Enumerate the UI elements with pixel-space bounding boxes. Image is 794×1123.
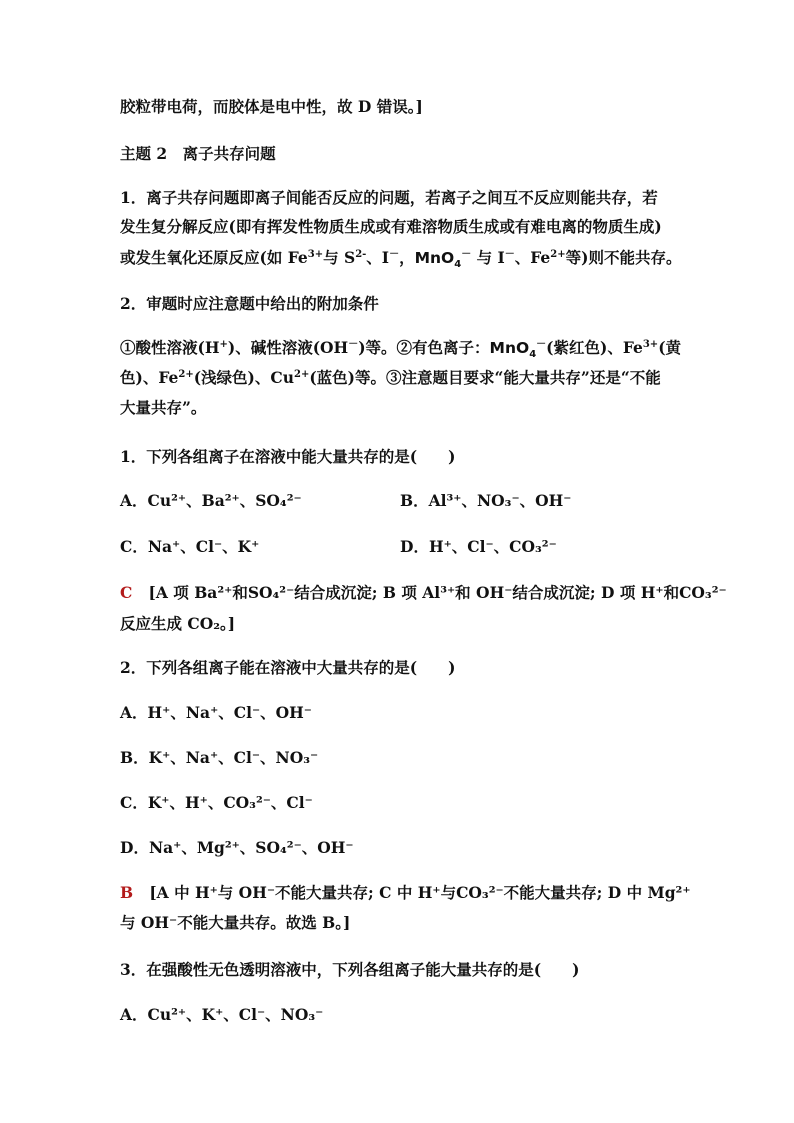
note1-line2: 发生复分解反应(即有挥发性物质生成或有难溶物质生成或有难电离的物质生成): [120, 217, 662, 236]
q1-answer: C: [120, 583, 133, 602]
q2-option-c: C．K⁺、H⁺、CO₃²⁻、Cl⁻: [120, 793, 313, 812]
note1-line1: 1．离子共存问题即离子间能否反应的问题，若离子之间互不反应则能共存，若: [120, 188, 658, 207]
q1-option-a: A．Cu²⁺、Ba²⁺、SO₄²⁻: [120, 491, 302, 510]
permanganate-ion: MnO$_4$－: [414, 248, 472, 271]
q1-explanation-line2: 反应生成 CO₂。]: [120, 614, 236, 633]
note2-line3: 大量共存”。: [120, 398, 207, 417]
q2-option-a: A．H⁺、Na⁺、Cl⁻、OH⁻: [120, 703, 312, 722]
note1-line3: 或发生氧化还原反应(如 $Fe^{3+}$与 $S^{2-}$、I－，MnO$_4$－ 与 I－、$Fe^{2+}$等)则不能共存。: [120, 248, 682, 271]
topic-heading: 主题 2 离子共存问题: [120, 144, 276, 163]
q2-answer: B: [120, 883, 134, 902]
q2-option-d: D．Na⁺、Mg²⁺、SO₄²⁻、OH⁻: [120, 838, 354, 857]
q2-explanation-line1: B [A 中 H⁺与 OH⁻不能大量共存; C 中 H⁺与CO₃²⁻不能大量共存; D 中 Mg²⁺: [120, 883, 691, 902]
q1-option-b: B．Al³⁺、NO₃⁻、OH⁻: [400, 491, 572, 510]
q3-option-a: A．Cu²⁺、K⁺、Cl⁻、NO₃⁻: [120, 1005, 324, 1024]
intro-tail: 胶粒带电荷，而胶体是电中性，故 D 错误。]: [120, 97, 423, 116]
permanganate-ion: MnO$_4$－: [489, 338, 547, 361]
q2-stem: 2．下列各组离子能在溶液中大量共存的是( ): [120, 658, 456, 677]
q1-option-d: D．H⁺、Cl⁻、CO₃²⁻: [400, 537, 557, 556]
note2-line2: 色)、$Fe^{2+}$(浅绿色)、$Cu^{2+}$(蓝色)等。③注意题目要求“能大量共存”还是“不能: [120, 368, 661, 387]
q1-option-c: C．Na⁺、Cl⁻、K⁺: [120, 537, 260, 556]
note2-title: 2．审题时应注意题中给出的附加条件: [120, 294, 379, 313]
q2-option-b: B．K⁺、Na⁺、Cl⁻、NO₃⁻: [120, 748, 319, 767]
q3-stem: 3．在强酸性无色透明溶液中，下列各组离子能大量共存的是( ): [120, 960, 580, 979]
q1-stem: 1．下列各组离子在溶液中能大量共存的是( ): [120, 447, 456, 466]
q2-explanation-line2: 与 OH⁻不能大量共存。故选 B。]: [120, 913, 351, 932]
q1-explanation-line1: C [A 项 Ba²⁺和SO₄²⁻结合成沉淀; B 项 Al³⁺和 OH⁻结合成沉淀; D 项 H⁺和CO₃²⁻: [120, 583, 727, 602]
q1-options-row1: [120, 491, 302, 511]
note2-line1: ①酸性溶液(H+)、碱性溶液(OH－)等。②有色离子：MnO$_4$－(紫红色)、$Fe^{3+}$(黄: [120, 338, 682, 361]
